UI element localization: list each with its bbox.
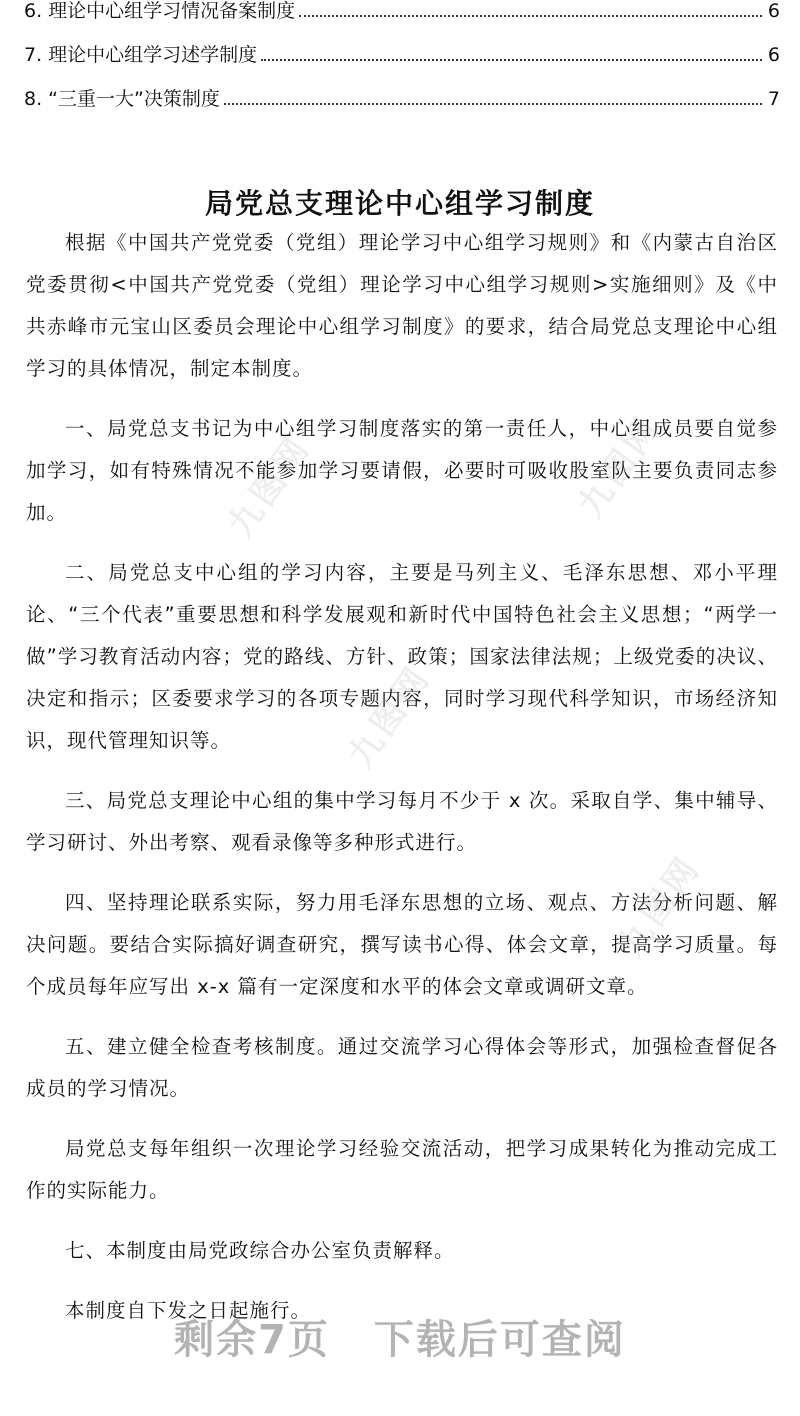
watermark: 九图网 [340, 658, 439, 775]
watermark: 九图网 [610, 848, 709, 965]
toc-item-page: 6 [767, 44, 780, 66]
watermark: 九图网 [220, 428, 319, 545]
document-body [26, 222, 778, 1350]
body-paragraph: 一、局党总支书记为中心组学习制度落实的第一责任人，中心组成员要自觉参加学习，如有特殊情况不能参加学习要请假，必要时可吸收股室队主要负责同志参加。 [26, 417, 778, 524]
toc-item-page: 6 [767, 0, 780, 22]
body-paragraph: 七、本制度由局党政综合办公室负责解释。 [65, 1239, 455, 1262]
toc-item-label: 8. “三重一大”决策制度 [24, 88, 220, 110]
body-paragraph: 根据《中国共产党党委（党组）理论学习中心组学习规则》和《内蒙古自治区党委贯彻<中国共产党党委（党组）理论学习中心组学习规则>实施细则》及《中共赤峰市元宝山区委员会理论中心组学习制度》的要求，结合局党总支理论中心组学习的具体情况，制定本制度。 [26, 231, 778, 380]
watermark: 九图网 [570, 408, 669, 525]
table-of-contents [24, 0, 780, 132]
toc-leader-dots [261, 58, 762, 61]
toc-leader-dots [299, 14, 762, 17]
toc-item-label: 6. 理论中心组学习情况备案制度 [24, 0, 296, 22]
body-paragraph: 二、局党总支中心组的学习内容，主要是马列主义、毛泽东思想、邓小平理论、“三个代表”重要思想和科学发展观和新时代中国特色社会主义思想；“两学一做”学习教育活动内容；党的路线、方针、政策；国家法律法规；上级党委的决议、决定和指示；区委要求学习的各项专题内容，同时学习现代科学知识，市场经济知识，现代管理知识等。 [26, 561, 778, 752]
toc-item[interactable] [24, 44, 780, 66]
body-paragraph: 四、坚持理论联系实际，努力用毛泽东思想的立场、观点、方法分析问题、解决问题。要结合实际搞好调查研究，撰写读书心得、体会文章，提高学习质量。每个成员每年应写出 x-x 篇有一定深度和水平的体会文章或调研文章。 [26, 891, 778, 998]
download-prompt-banner[interactable] [0, 1308, 800, 1365]
remaining-pages-text: 剩余7页 [174, 1317, 330, 1363]
toc-item[interactable] [24, 0, 780, 22]
body-paragraph: 三、局党总支理论中心组的集中学习每月不少于 x 次。采取自学、集中辅导、学习研讨、外出考察、观看录像等多种形式进行。 [26, 789, 778, 854]
toc-leader-dots [224, 102, 762, 105]
toc-item[interactable] [24, 88, 780, 110]
document-title: 局党总支理论中心组学习制度 [204, 186, 595, 220]
body-paragraph: 局党总支每年组织一次理论学习经验交流活动，把学习成果转化为推动完成工作的实际能力。 [26, 1137, 778, 1202]
toc-item-label: 7. 理论中心组学习述学制度 [24, 44, 258, 66]
body-paragraph: 五、建立健全检查考核制度。通过交流学习心得体会等形式，加强检查督促各成员的学习情况。 [26, 1035, 778, 1100]
body-paragraph: 本制度自下发之日起施行。 [65, 1299, 312, 1322]
toc-item-page: 7 [767, 88, 780, 110]
download-to-view-text: 下载后可查阅 [373, 1317, 626, 1363]
